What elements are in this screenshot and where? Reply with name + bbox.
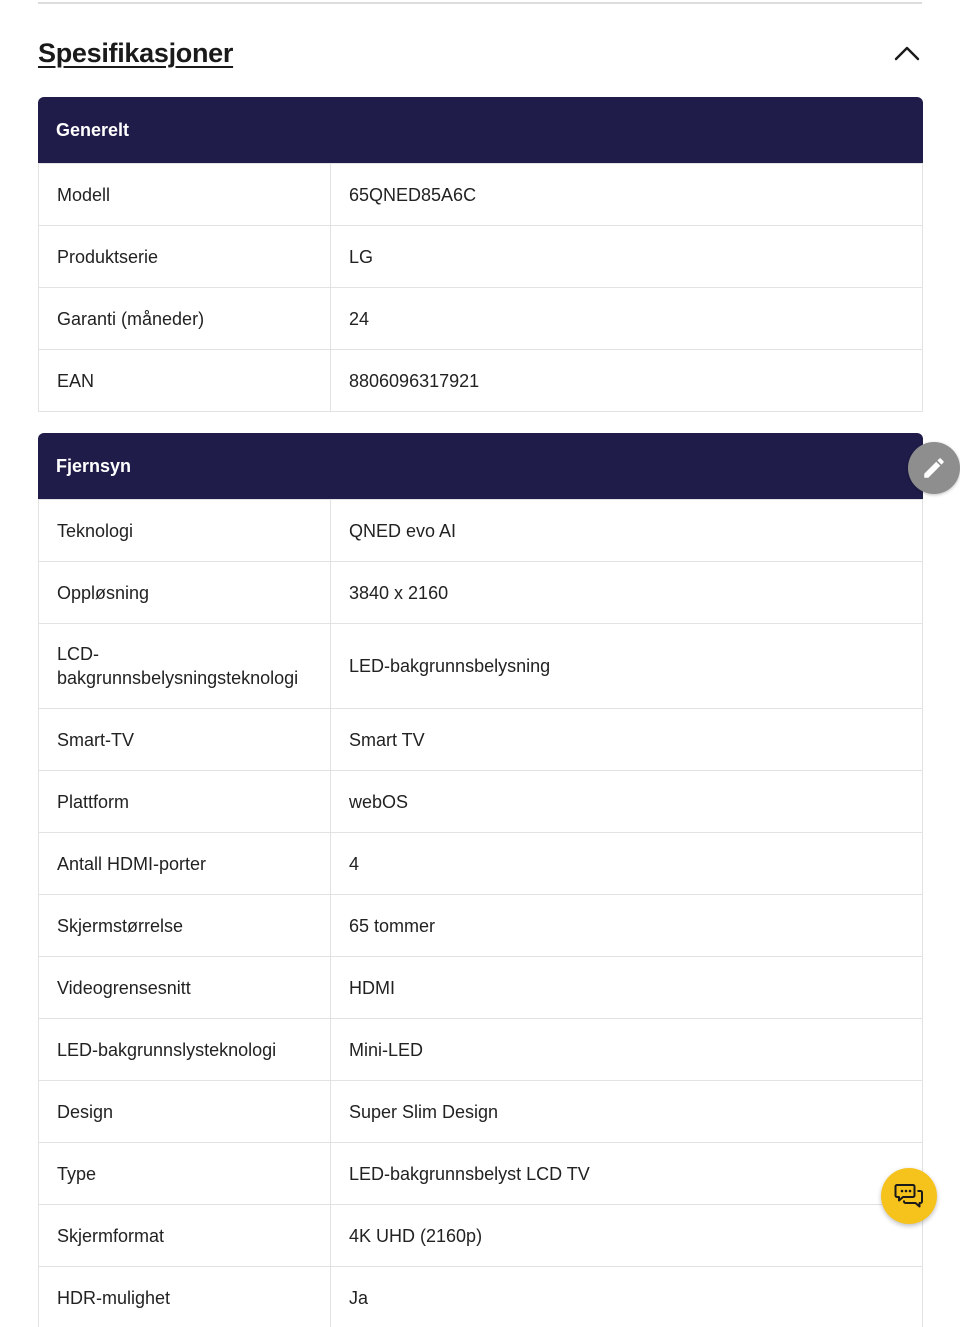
spec-value: Super Slim Design <box>331 1081 923 1143</box>
section-title[interactable]: Spesifikasjoner <box>38 37 234 68</box>
table-row <box>39 1267 923 1327</box>
spec-group-fjernsyn <box>38 433 923 1327</box>
group-header: Generelt <box>38 97 923 163</box>
table-row <box>39 1081 923 1143</box>
spec-section-header[interactable] <box>38 30 922 76</box>
table-row <box>39 288 923 350</box>
spec-value: 65 tommer <box>331 895 923 957</box>
spec-label: Skjermstørrelse <box>39 895 331 957</box>
table-row <box>39 895 923 957</box>
spec-label: Videogrensesnitt <box>39 957 331 1019</box>
spec-value: Ja <box>331 1267 923 1327</box>
group-header: Fjernsyn <box>38 433 923 499</box>
spec-value: LED-bakgrunnsbelyst LCD TV <box>331 1143 923 1205</box>
spec-table <box>38 499 923 1327</box>
spec-label: Oppløsning <box>39 562 331 624</box>
table-row <box>39 350 923 412</box>
table-row <box>39 500 923 562</box>
spec-value: webOS <box>331 771 923 833</box>
table-row <box>39 164 923 226</box>
spec-value: 4 <box>331 833 923 895</box>
table-row <box>39 709 923 771</box>
spec-label: Modell <box>39 164 331 226</box>
spec-label: HDR-mulighet <box>39 1267 331 1327</box>
spec-value: 24 <box>331 288 923 350</box>
spec-label: Design <box>39 1081 331 1143</box>
spec-label: LED-bakgrunnslysteknologi <box>39 1019 331 1081</box>
spec-label: Plattform <box>39 771 331 833</box>
spec-label: Produktserie <box>39 226 331 288</box>
spec-value: LED-bakgrunnsbelysning <box>331 624 923 709</box>
collapse-button[interactable] <box>892 38 922 68</box>
spec-label: LCD-bakgrunnsbelysningsteknologi <box>39 624 331 709</box>
spec-label: Skjermformat <box>39 1205 331 1267</box>
spec-table <box>38 163 923 412</box>
spec-label: EAN <box>39 350 331 412</box>
table-row <box>39 1205 923 1267</box>
table-row <box>39 1019 923 1081</box>
spec-value: 3840 x 2160 <box>331 562 923 624</box>
table-row <box>39 957 923 1019</box>
spec-value: 4K UHD (2160p) <box>331 1205 923 1267</box>
spec-value: Mini-LED <box>331 1019 923 1081</box>
spec-label: Smart-TV <box>39 709 331 771</box>
spec-value: LG <box>331 226 923 288</box>
table-row <box>39 1143 923 1205</box>
spec-group-generelt <box>38 97 923 412</box>
edit-button[interactable] <box>908 442 960 494</box>
chevron-up-icon <box>893 44 921 62</box>
spec-label: Garanti (måneder) <box>39 288 331 350</box>
pencil-icon <box>921 455 947 481</box>
spec-label: Antall HDMI-porter <box>39 833 331 895</box>
table-row <box>39 624 923 709</box>
spec-value: Smart TV <box>331 709 923 771</box>
chat-bubbles-icon <box>894 1181 924 1211</box>
table-row <box>39 226 923 288</box>
spec-label: Type <box>39 1143 331 1205</box>
table-row <box>39 562 923 624</box>
spec-value: 65QNED85A6C <box>331 164 923 226</box>
table-row <box>39 833 923 895</box>
spec-value: HDMI <box>331 957 923 1019</box>
spec-value: QNED evo AI <box>331 500 923 562</box>
spec-value: 8806096317921 <box>331 350 923 412</box>
chat-button[interactable] <box>881 1168 937 1224</box>
table-row <box>39 771 923 833</box>
top-divider <box>38 2 922 4</box>
spec-label: Teknologi <box>39 500 331 562</box>
